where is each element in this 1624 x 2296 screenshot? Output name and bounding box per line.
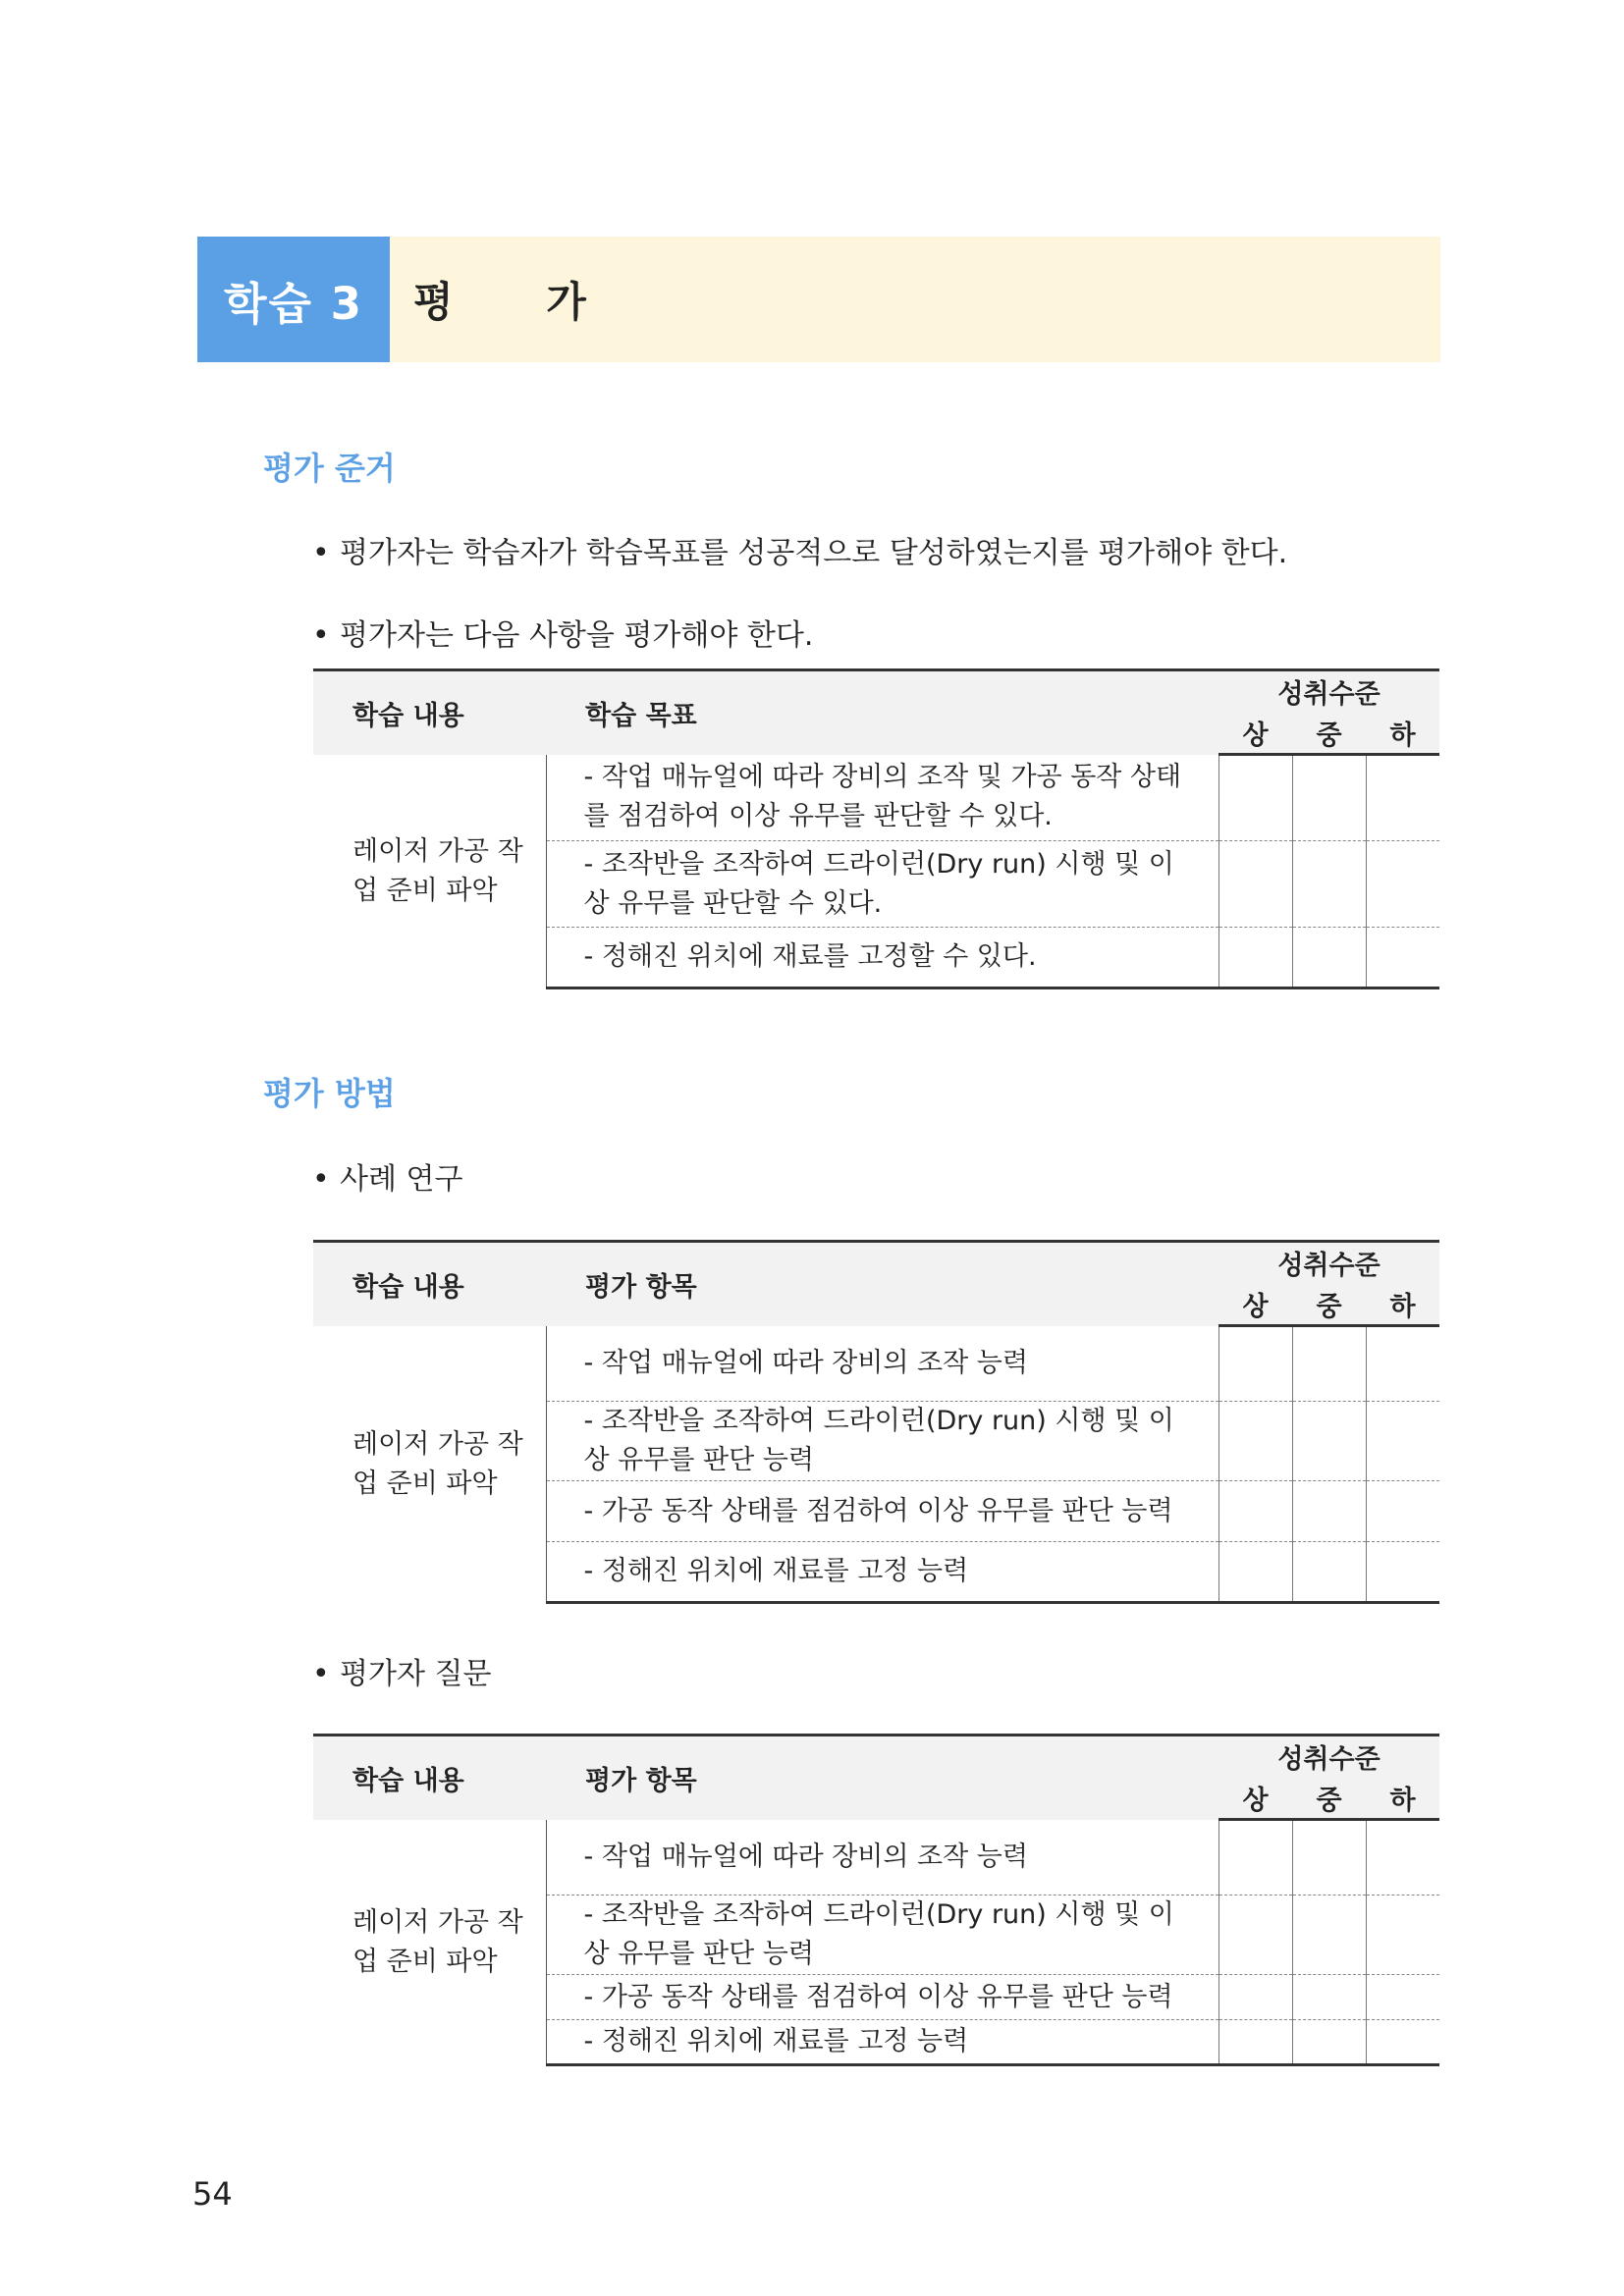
level-cell[interactable]	[1292, 2020, 1366, 2065]
item-text: - 정해진 위치에 재료를 고정 능력	[546, 2020, 1218, 2065]
level-cell[interactable]	[1292, 1896, 1366, 1975]
level-cell[interactable]	[1218, 1481, 1292, 1542]
level-cell[interactable]	[1218, 1820, 1292, 1896]
level-mid: 중	[1292, 1284, 1366, 1326]
case-study-bullet: • 사례 연구	[312, 1162, 463, 1197]
col-header-content: 학습 내용	[313, 670, 546, 755]
level-cell[interactable]	[1366, 1975, 1439, 2020]
col-header-level: 성취수준	[1218, 670, 1439, 713]
goal-text: - 정해진 위치에 재료를 고정할 수 있다.	[546, 928, 1218, 988]
level-low: 하	[1366, 1284, 1439, 1326]
level-cell[interactable]	[1366, 2020, 1439, 2065]
learning-content: 레이저 가공 작업 준비 파악	[352, 1428, 523, 1499]
level-cell[interactable]	[1366, 1820, 1439, 1896]
goal-text: - 조작반을 조작하여 드라이런(Dry run) 시행 및 이상 유무를 판단할 수 있다.	[546, 841, 1218, 928]
case-study-table	[313, 1240, 1439, 1604]
col-header-level: 성취수준	[1218, 1735, 1439, 1778]
level-cell[interactable]	[1218, 928, 1292, 988]
level-high: 상	[1218, 1284, 1292, 1326]
bullet-icon: •	[312, 1657, 330, 1691]
level-cell[interactable]	[1218, 755, 1292, 841]
criteria-table	[313, 668, 1439, 989]
item-text: - 조작반을 조작하여 드라이런(Dry run) 시행 및 이상 유무를 판단 능력	[546, 1896, 1218, 1975]
col-header-content: 학습 내용	[313, 1242, 546, 1326]
level-cell[interactable]	[1366, 1542, 1439, 1603]
level-low: 하	[1366, 1778, 1439, 1820]
level-cell[interactable]	[1366, 928, 1439, 988]
level-cell[interactable]	[1292, 1326, 1366, 1402]
level-cell[interactable]	[1218, 841, 1292, 928]
level-cell[interactable]	[1292, 928, 1366, 988]
item-text: - 조작반을 조작하여 드라이런(Dry run) 시행 및 이상 유무를 판단 능력	[546, 1402, 1218, 1481]
bullet-icon: •	[312, 536, 330, 570]
learning-content: 레이저 가공 작업 준비 파악	[352, 835, 523, 906]
level-cell[interactable]	[1292, 1481, 1366, 1542]
section-title: 평 가	[390, 237, 1440, 362]
level-cell[interactable]	[1292, 1975, 1366, 2020]
item-text: - 작업 매뉴얼에 따라 장비의 조작 능력	[546, 1326, 1218, 1402]
level-cell[interactable]	[1292, 1402, 1366, 1481]
questions-bullet: • 평가자 질문	[312, 1657, 492, 1691]
item-text: - 작업 매뉴얼에 따라 장비의 조작 능력	[546, 1820, 1218, 1896]
item-text: - 가공 동작 상태를 점검하여 이상 유무를 판단 능력	[546, 1481, 1218, 1542]
level-cell[interactable]	[1218, 1402, 1292, 1481]
level-mid: 중	[1292, 713, 1366, 755]
level-cell[interactable]	[1366, 1481, 1439, 1542]
level-cell[interactable]	[1366, 1402, 1439, 1481]
level-cell[interactable]	[1218, 1975, 1292, 2020]
questions-table	[313, 1734, 1439, 2066]
bullet-icon: •	[312, 1162, 330, 1197]
level-high: 상	[1218, 1778, 1292, 1820]
goal-text: - 작업 매뉴얼에 따라 장비의 조작 및 가공 동작 상태를 점검하여 이상 유무를 판단할 수 있다.	[546, 755, 1218, 841]
level-cell[interactable]	[1366, 841, 1439, 928]
level-high: 상	[1218, 713, 1292, 755]
level-cell[interactable]	[1292, 841, 1366, 928]
level-mid: 중	[1292, 1778, 1366, 1820]
level-cell[interactable]	[1292, 1542, 1366, 1603]
section-header	[197, 237, 1440, 362]
section-number: 학습 3	[197, 237, 390, 362]
level-cell[interactable]	[1366, 755, 1439, 841]
col-header-goal: 학습 목표	[546, 670, 1218, 755]
level-cell[interactable]	[1366, 1326, 1439, 1402]
learning-content: 레이저 가공 작업 준비 파악	[352, 1906, 523, 1977]
level-low: 하	[1366, 713, 1439, 755]
item-text: - 가공 동작 상태를 점검하여 이상 유무를 판단 능력	[546, 1975, 1218, 2020]
bullet-icon: •	[312, 618, 330, 653]
level-cell[interactable]	[1218, 1326, 1292, 1402]
table-row	[313, 1820, 1439, 1896]
level-cell[interactable]	[1292, 1820, 1366, 1896]
level-cell[interactable]	[1366, 1896, 1439, 1975]
criteria-heading: 평가 준거	[263, 450, 396, 487]
level-cell[interactable]	[1292, 755, 1366, 841]
table-row	[313, 1326, 1439, 1402]
table-row	[313, 755, 1439, 841]
level-cell[interactable]	[1218, 2020, 1292, 2065]
item-text: - 정해진 위치에 재료를 고정 능력	[546, 1542, 1218, 1603]
col-header-item: 평가 항목	[546, 1242, 1218, 1326]
level-cell[interactable]	[1218, 1542, 1292, 1603]
col-header-item: 평가 항목	[546, 1735, 1218, 1820]
col-header-content: 학습 내용	[313, 1735, 546, 1820]
method-heading: 평가 방법	[263, 1075, 396, 1112]
criteria-bullet-1: • 평가자는 학습자가 학습목표를 성공적으로 달성하였는지를 평가해야 한다.	[312, 536, 1288, 570]
level-cell[interactable]	[1218, 1896, 1292, 1975]
page-number: 54	[192, 2175, 233, 2213]
col-header-level: 성취수준	[1218, 1242, 1439, 1284]
criteria-bullet-2: • 평가자는 다음 사항을 평가해야 한다.	[312, 618, 814, 653]
